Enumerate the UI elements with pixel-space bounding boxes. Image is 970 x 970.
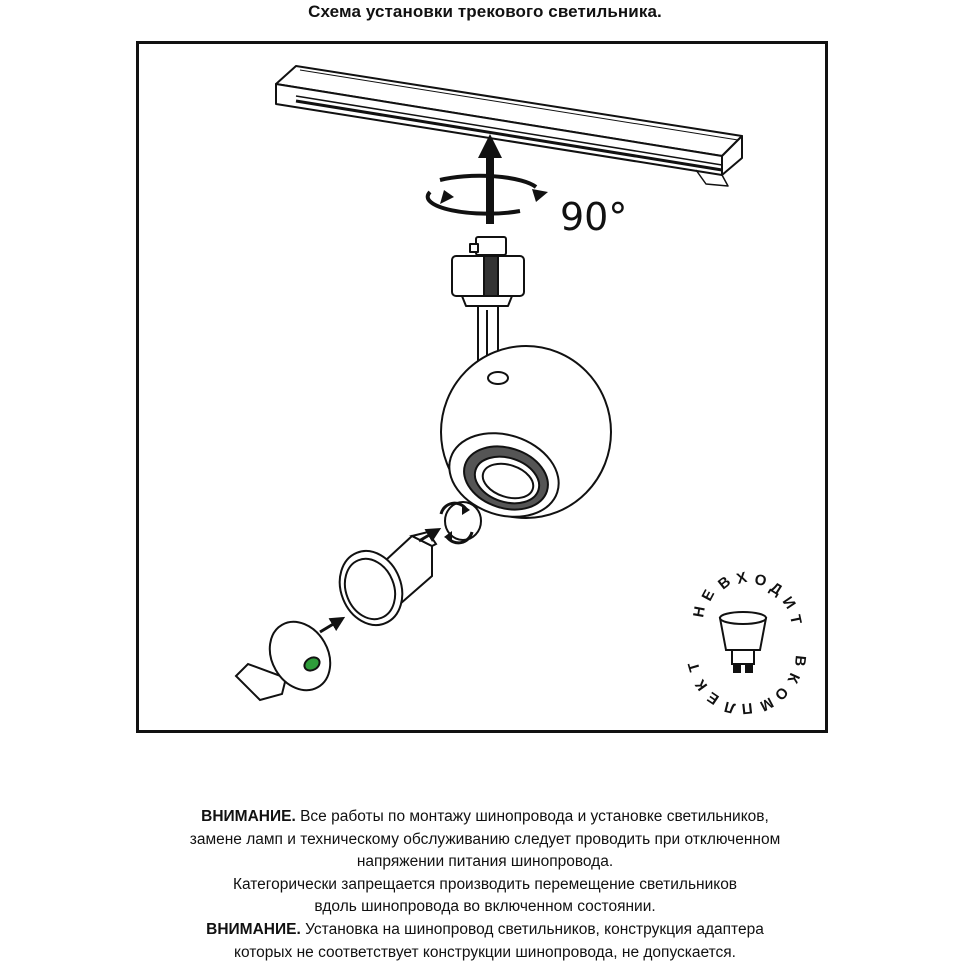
- up-arrow-icon: [478, 134, 502, 224]
- warning2-label: ВНИМАНИЕ.: [206, 920, 301, 938]
- svg-text:И: И: [778, 593, 799, 613]
- svg-text:Е: Е: [698, 587, 719, 604]
- warning2-text: Установка на шинопровод светильников, конструкция адаптера: [300, 920, 764, 938]
- svg-text:П: П: [740, 699, 754, 718]
- warning-label: ВНИМАНИЕ.: [201, 808, 296, 825]
- svg-text:О: О: [753, 571, 768, 590]
- svg-text:К: К: [692, 676, 712, 694]
- diagram-title: Схема установки трекового светильника.: [308, 2, 662, 21]
- installation-notes: [0, 806, 970, 964]
- warning-line-3: напряжении питания шинопровода.: [356, 853, 614, 871]
- svg-text:Т: Т: [684, 660, 704, 674]
- svg-text:О: О: [771, 683, 792, 704]
- lamp-removal-tool: [236, 611, 342, 701]
- warning-line-1: [0, 806, 970, 829]
- svg-text:К: К: [783, 670, 803, 686]
- svg-text:Т: Т: [786, 613, 805, 626]
- gu10-lamp: [329, 532, 436, 634]
- svg-text:Х: Х: [734, 568, 749, 588]
- svg-text:Л: Л: [722, 697, 737, 717]
- angle-label: 90°: [560, 195, 628, 239]
- svg-text:Е: Е: [704, 688, 723, 708]
- svg-text:Д: Д: [766, 578, 785, 600]
- svg-text:Н: Н: [690, 605, 709, 619]
- warning2-line-2: которых не соответствует конструкции шинопровода, не допускается.: [233, 943, 736, 961]
- warning-text: Все работы по монтажу шинопровода и установке светильников,: [295, 808, 769, 825]
- ban-line-1: Категорически запрещается производить перемещение светильников: [232, 875, 738, 893]
- warning-line-2: замене ламп и техническому обслуживанию следует проводить при отключенном: [189, 830, 781, 848]
- retaining-ring: [441, 502, 481, 543]
- track-rail: [276, 66, 742, 186]
- svg-text:В: В: [790, 654, 809, 668]
- ban-line-2: вдоль шинопровода во включенном состоянии.: [314, 898, 656, 916]
- svg-text:В: В: [714, 573, 735, 594]
- svg-text:М: М: [757, 693, 777, 715]
- warning2-line-1: [0, 919, 970, 942]
